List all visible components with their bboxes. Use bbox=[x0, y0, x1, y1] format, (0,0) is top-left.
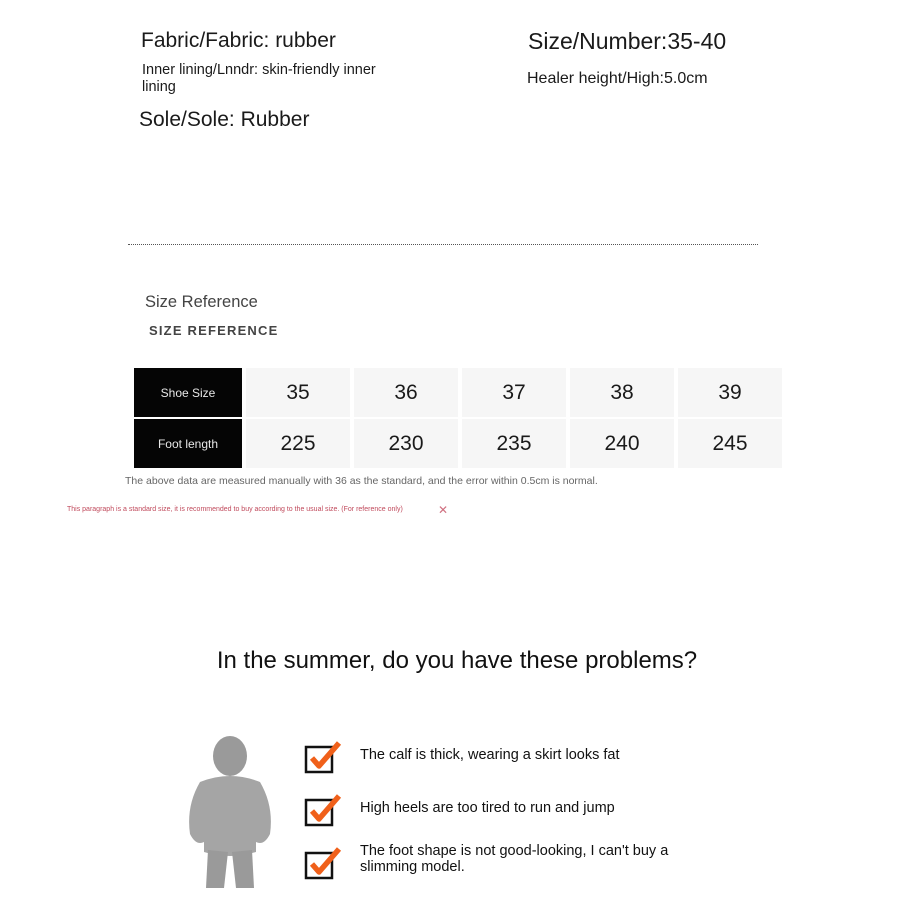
size-table bbox=[130, 366, 786, 470]
table-cell: 38 bbox=[570, 368, 674, 417]
table-row bbox=[134, 419, 782, 468]
table-row bbox=[134, 368, 782, 417]
row-header-foot-length: Foot length bbox=[134, 419, 242, 468]
problems-title: In the summer, do you have these problems? bbox=[216, 647, 698, 674]
problem-item-1: The calf is thick, wearing a skirt looks fat bbox=[360, 747, 620, 763]
problem-item-3: The foot shape is not good-looking, I can't buy a slimming model. bbox=[360, 843, 669, 875]
table-cell: 225 bbox=[246, 419, 350, 468]
spec-size-number: Size/Number:35-40 bbox=[528, 28, 727, 54]
table-cell: 36 bbox=[354, 368, 458, 417]
checkbox-checked-icon bbox=[304, 741, 342, 780]
spec-sole: Sole/Sole: Rubber bbox=[139, 108, 310, 131]
section-divider bbox=[128, 244, 758, 245]
table-cell: 37 bbox=[462, 368, 566, 417]
table-cell: 230 bbox=[354, 419, 458, 468]
size-reference-title: Size Reference bbox=[145, 293, 258, 311]
size-reference-subtitle: SIZE REFERENCE bbox=[149, 323, 279, 338]
spec-inner-lining: Inner lining/Lnndr: skin-friendly inner lining bbox=[142, 62, 376, 95]
reference-mark-icon: ✕ bbox=[438, 503, 449, 517]
reference-note: This paragraph is a standard size, it is recommended to buy according to the usual size. (For reference only) bbox=[67, 506, 403, 513]
spec-fabric: Fabric/Fabric: rubber bbox=[141, 29, 336, 52]
spec-heel-height: Healer height/High:5.0cm bbox=[527, 70, 708, 87]
table-cell: 39 bbox=[678, 368, 782, 417]
measurement-note: The above data are measured manually with 36 as the standard, and the error within 0.5cm is normal. bbox=[125, 475, 598, 487]
table-cell: 240 bbox=[570, 419, 674, 468]
overweight-person-icon bbox=[186, 734, 274, 897]
table-cell: 235 bbox=[462, 419, 566, 468]
table-cell: 35 bbox=[246, 368, 350, 417]
problem-item-2: High heels are too tired to run and jump bbox=[360, 800, 615, 816]
row-header-shoe-size: Shoe Size bbox=[134, 368, 242, 417]
checkbox-checked-icon bbox=[304, 847, 342, 886]
table-cell: 245 bbox=[678, 419, 782, 468]
checkbox-checked-icon bbox=[304, 794, 342, 833]
